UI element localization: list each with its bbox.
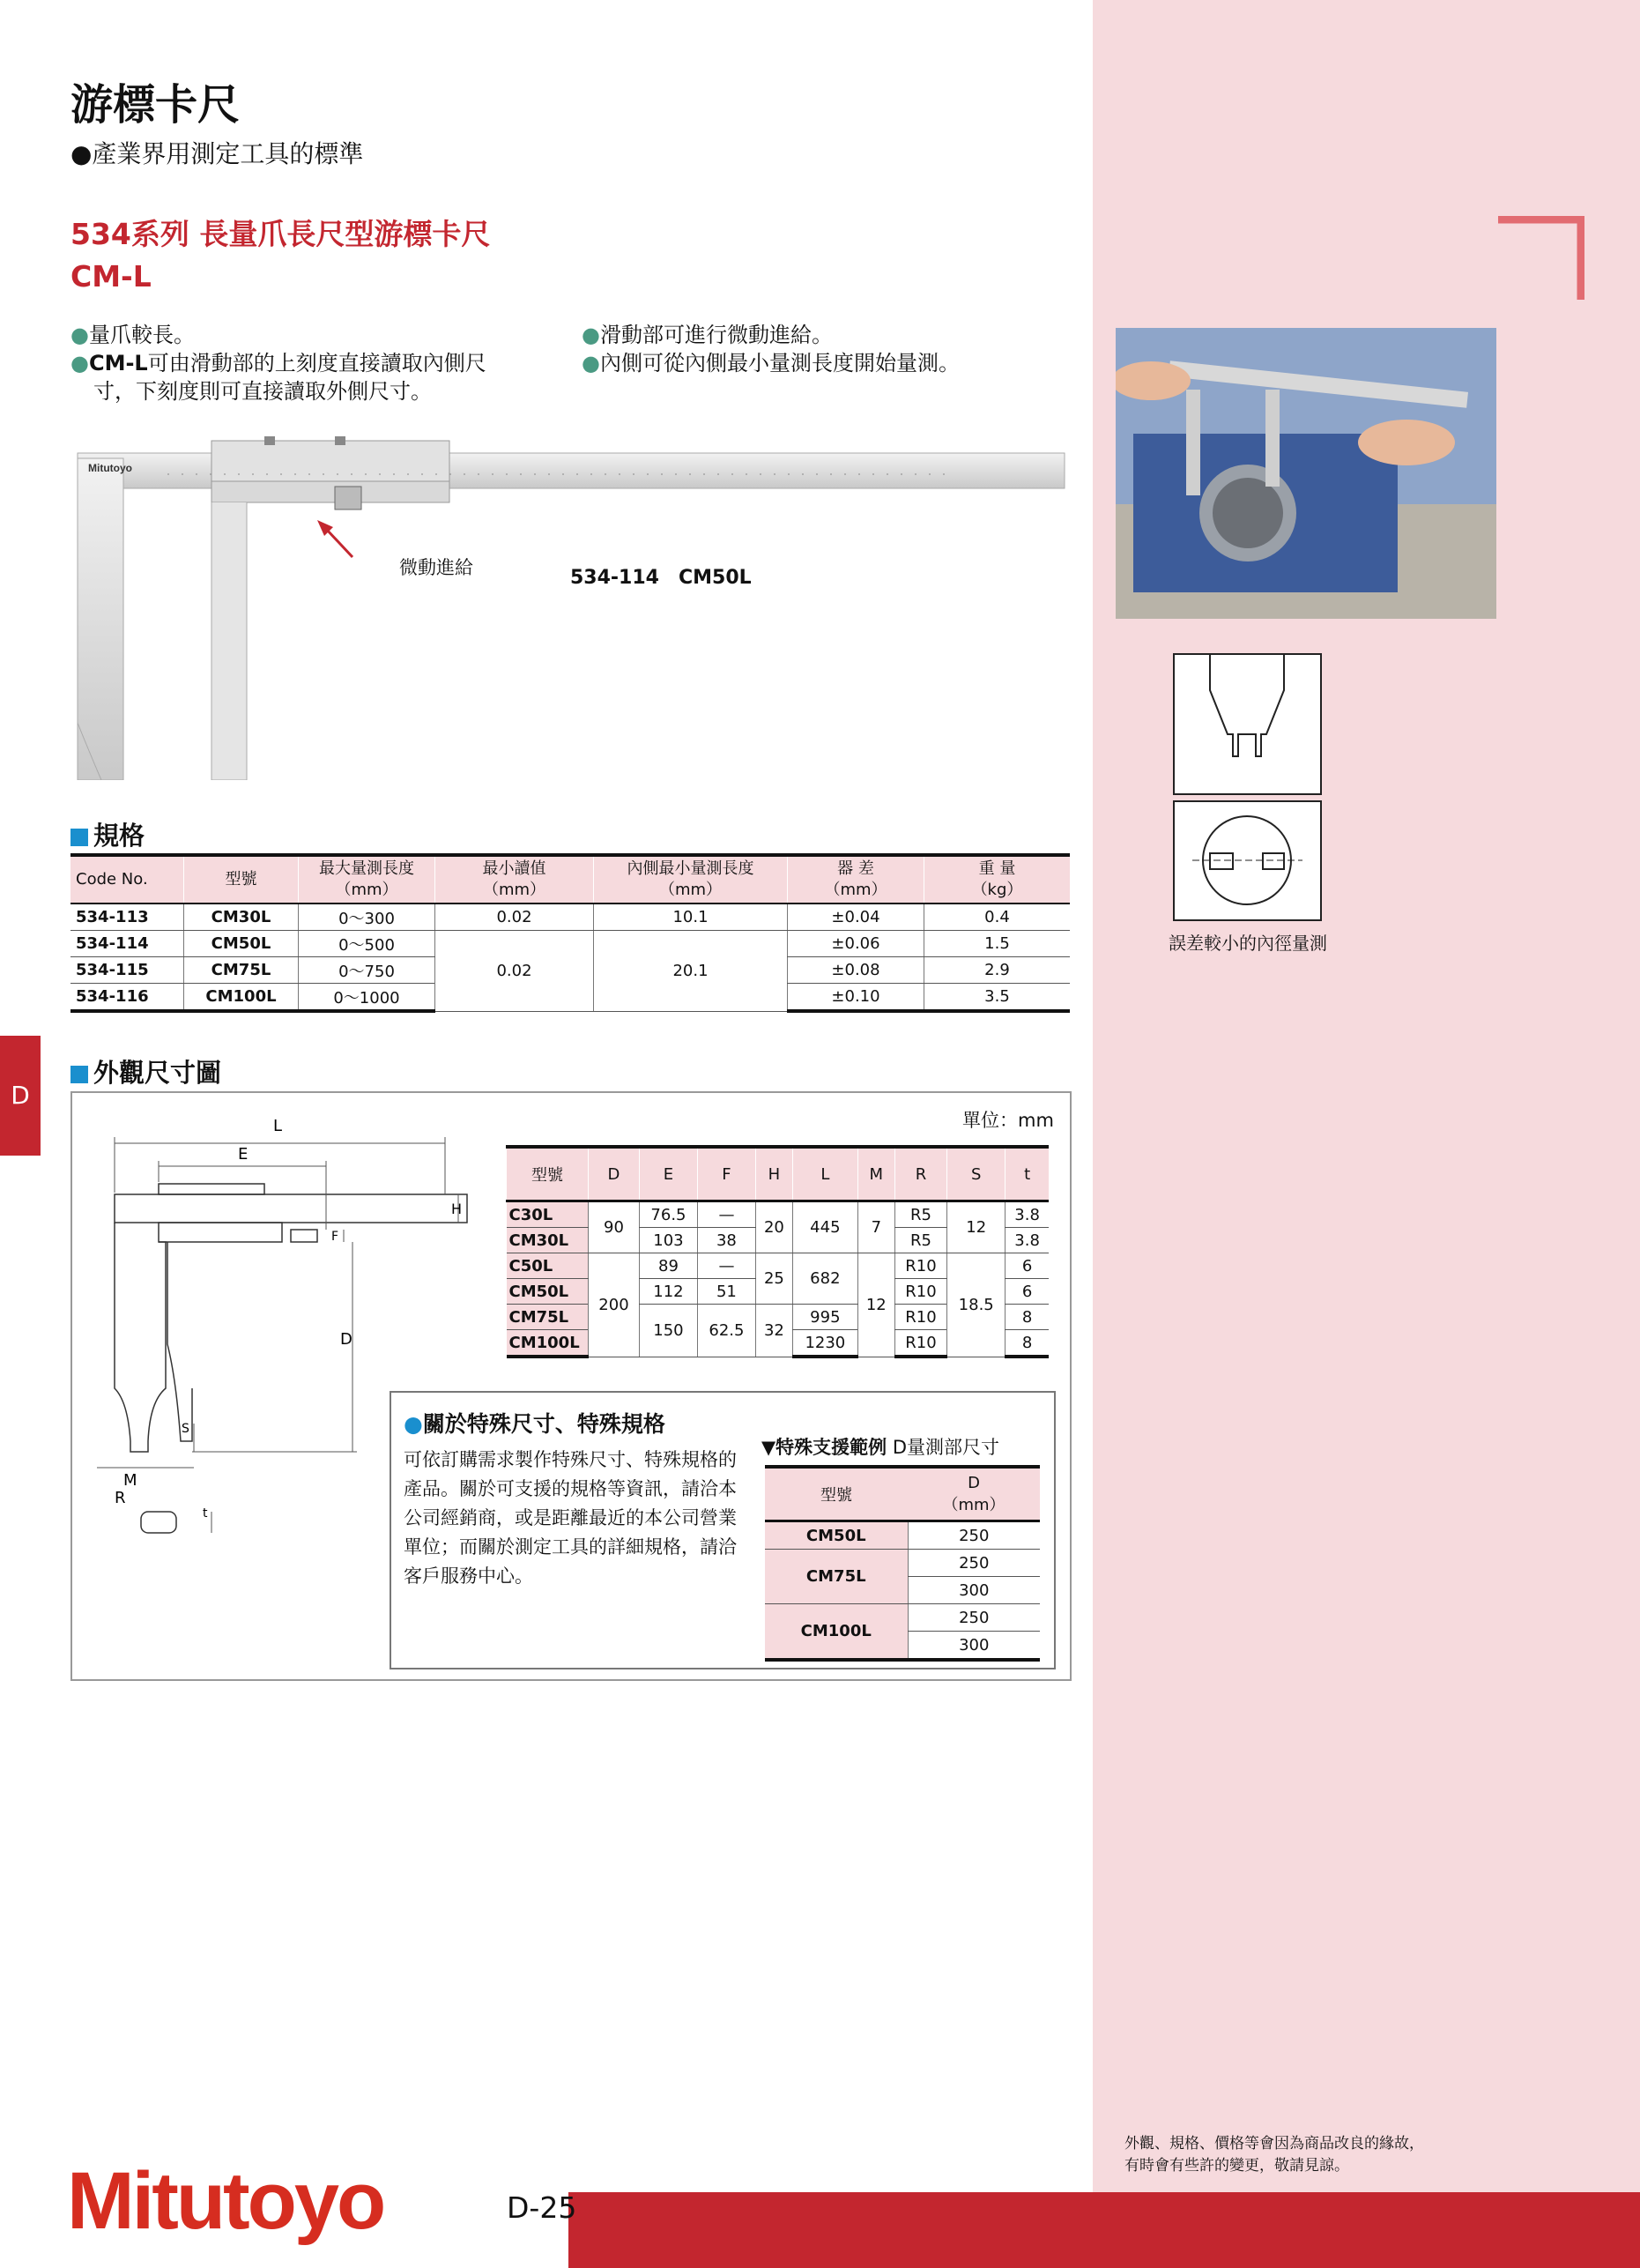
unit-label: 單位：mm (962, 1110, 1054, 1131)
dimension-section-title (70, 1053, 221, 1089)
table-row: 534-114 CM50L 0～500 0.02 20.1 ±0.06 1.5 (70, 931, 1070, 957)
special-title: ●關於特殊尺寸、特殊規格 (404, 1411, 665, 1437)
feature-4 (582, 349, 960, 377)
label-S: S (182, 1422, 189, 1436)
feature-text: 量爪較長。 (88, 323, 195, 347)
spec-section-title (70, 816, 145, 852)
table-row: 534-115 CM75L 0～750 ±0.08 2.9 (70, 957, 1070, 984)
col-range: 最大量測長度 （mm） (299, 855, 435, 903)
caliper-brand-mark: Mitutoyo (88, 462, 132, 474)
col-code: Code No. (70, 855, 184, 903)
footer-bar (568, 2192, 1640, 2268)
series-title: 534系列 長量爪長尺型游標卡尺 (70, 217, 491, 251)
page-subtitle: ●產業界用測定工具的標準 (70, 139, 364, 168)
feature-text: 可由滑動部的上刻度直接讀取內側尺 (147, 351, 486, 376)
table-row: 534-116 CM100L 0～1000 ±0.10 3.5 (70, 984, 1070, 1012)
table-row: 300 (765, 1632, 1040, 1661)
col-weight: 重 量 （kg） (924, 855, 1071, 903)
col-inner: 內側最小量測長度 （mm） (594, 855, 788, 903)
col-error: 器 差 （mm） (788, 855, 924, 903)
inner-diameter-detail-drawing (1173, 800, 1322, 921)
inner-jaw-detail-drawing (1173, 653, 1322, 795)
mitutoyo-logo: Mitutoyo (67, 2156, 384, 2246)
table-row: CM50L 250 (765, 1521, 1040, 1550)
special-body: 可依訂購需求製作特殊尺寸、特殊規格的產品。關於可支援的規格等資訊，請洽本公司經銷商，或是距離最近的本公司營業單位；而關於測定工具的詳細規格，請洽客戶服務中心。 (404, 1449, 737, 1587)
bullet-icon: ● (404, 1411, 423, 1437)
table-row: CM30L 103 38 R5 3.8 (507, 1228, 1050, 1253)
feature-2-cont: 寸，下刻度則可直接讀取外側尺寸。 (93, 379, 432, 404)
model-code: CM-L (70, 259, 152, 294)
label-L: L (273, 1117, 283, 1135)
table-row: C50L 200 89 — 25 682 12 R10 18.5 6 (507, 1253, 1050, 1279)
spec-table (70, 853, 1070, 1013)
usage-photo (1116, 328, 1496, 619)
square-icon (70, 1066, 88, 1083)
table-row: CM100L 1230 R10 8 (507, 1330, 1050, 1357)
table-row: CM100L 250 (765, 1604, 1040, 1632)
feature-text: 內側可從內側最小量測長度開始量測。 (599, 351, 960, 376)
corner-mark (1498, 216, 1584, 300)
feature-1 (70, 321, 195, 349)
table-row: CM75L 250 (765, 1550, 1040, 1577)
col-reading: 最小讀值 （mm） (435, 855, 594, 903)
label-F: F (331, 1230, 339, 1244)
table-row: 534-113 CM30L 0～300 0.02 10.1 ±0.04 0.4 (70, 903, 1070, 931)
table-row: C30L 90 76.5 — 20 445 7 R5 12 3.8 (507, 1201, 1050, 1228)
bullet-icon: ● (70, 351, 89, 376)
dimension-table: 型號 D E F H L M R S t C30L 90 76.5 — 20 445 7 R5 12 3.8 CM30L 103 38 R5 3.8 C50L 200 89 — 25 682 12 R10 18.5 6 CM50L 112 51 R10 6 CM75L 150 62.5 32 995 R10 8 CM100L 1230 R10 8 (506, 1145, 1049, 1358)
table-row: CM50L 112 51 R10 6 (507, 1279, 1050, 1305)
col-model: 型號 (184, 855, 299, 903)
caliper-product-image (70, 432, 1071, 780)
label-R: R (115, 1489, 126, 1507)
label-M: M (123, 1471, 137, 1490)
feature-text: 滑動部可進行微動進給。 (599, 323, 833, 347)
page-title: 游標卡尺 (70, 80, 241, 130)
special-table: 型號 D （mm） CM50L 250 CM75L 250 300 CM100L 250 300 (765, 1465, 1040, 1662)
label-D: D (340, 1330, 352, 1349)
label-E: E (238, 1145, 249, 1164)
bullet-icon: ● (582, 323, 600, 347)
page-number: D-25 (507, 2190, 577, 2225)
fine-feed-callout: 微動進給 (399, 557, 473, 578)
feature-2 (70, 349, 486, 377)
product-caption: 534-114 CM50L (570, 567, 752, 589)
label-t: t (203, 1506, 208, 1521)
spec-title-text: 規格 (93, 821, 145, 851)
table-row: CM75L 150 62.5 32 995 R10 8 (507, 1305, 1050, 1330)
special-subtitle: ▼特殊支援範例 D量測部尺寸 (761, 1437, 1000, 1458)
feature-bold: CM-L (88, 351, 148, 376)
footer-note: 外觀、規格、價格等會因為商品改良的緣故， 有時會有些許的變更，敬請見諒。 (1124, 2135, 1424, 2175)
table-row: 300 (765, 1577, 1040, 1604)
special-spec-box (390, 1391, 1056, 1669)
feature-3 (582, 321, 833, 349)
square-icon (70, 829, 88, 846)
section-tab: D (0, 1036, 41, 1156)
bullet-icon: ● (582, 351, 600, 376)
label-H: H (451, 1201, 463, 1217)
side-caption: 誤差較小的內徑量測 (1169, 933, 1327, 954)
dimension-title-text: 外觀尺寸圖 (93, 1058, 222, 1088)
bullet-icon: ● (70, 323, 89, 347)
